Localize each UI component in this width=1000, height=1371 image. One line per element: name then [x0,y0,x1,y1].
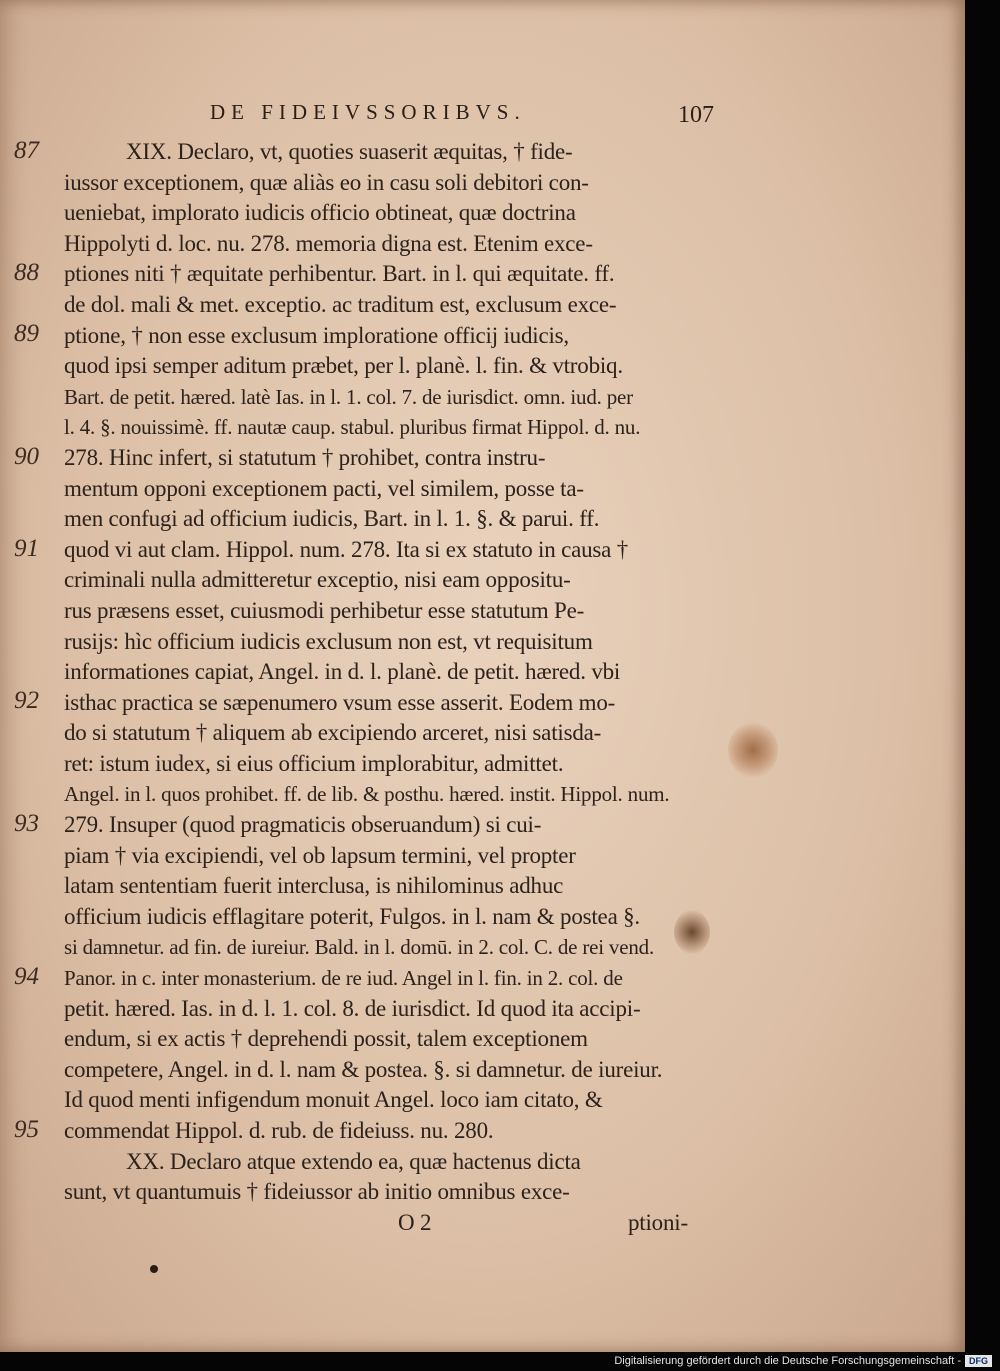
margin-number: 93 [14,810,39,837]
text-line: isthac practica se sæpenumero vsum esse asserit. Eodem mo- [64,689,616,715]
text-line: do si statutum † aliquem ab excipiendo arceret, nisi satisda- [64,720,602,746]
margin-number: 87 [14,137,39,164]
margin-number: 90 [14,443,39,470]
paper-stain [728,722,778,778]
text-line: quod ipsi semper aditum præbet, per l. planè. l. fin. & vtrobiq. [64,353,623,379]
text-line: rus præsens esset, cuiusmodi perhibetur esse statutum Pe- [64,597,585,623]
text-line: XIX. Declaro, vt, quoties suaserit æquitas, † fide- [126,139,573,164]
text-line: endum, si ex actis † deprehendi possit, talem exceptionem [64,1026,588,1052]
ink-dot [150,1265,158,1273]
text-line: Bart. de petit. hæred. latè Ias. in l. 1. col. 7. de iurisdict. omn. iud. per [64,384,633,409]
text-line: ueniebat, implorato iudicis officio obtineat, quæ doctrina [64,200,576,226]
text-line: XX. Declaro atque extendo ea, quæ hactenus dicta [126,1148,581,1174]
text-line: petit. hæred. Ias. in d. l. 1. col. 8. de iurisdict. Id quod ita accipi- [64,995,641,1021]
signature-mark: O 2 [398,1209,432,1235]
text-line: rusijs: hìc officium iudicis exclusum non est, vt requisitum [64,628,593,654]
margin-number: 88 [14,259,39,286]
margin-number: 89 [14,320,39,347]
text-line: Hippolyti d. loc. nu. 278. memoria digna est. Etenim exce- [64,230,593,256]
text-line: ret: istum iudex, si eius officium implorabitur, admittet. [64,750,564,776]
running-head: DE FIDEIVSSORIBVS. [210,100,526,124]
text-line: men confugi ad officium iudicis, Bart. in l. 1. §. & parui. ff. [64,506,600,532]
text-line: competere, Angel. in d. l. nam & postea. §. si damnetur. de iureiur. [64,1056,663,1082]
text-line: ptione, † non esse exclusum imploratione officij iudicis, [64,322,569,348]
text-line: mentum opponi exceptionem pacti, vel similem, posse ta- [64,475,584,501]
text-line: Angel. in l. quos prohibet. ff. de lib. & posthu. hæred. instit. Hippol. num. [64,782,670,807]
margin-number: 91 [14,535,39,562]
text-line: de dol. mali & met. exceptio. ac traditum est, exclusum exce- [64,291,617,317]
text-line: informationes capiat, Angel. in d. l. planè. de petit. hæred. vbi [64,659,621,685]
text-line: criminali nulla admitteretur exceptio, nisi eam oppositu- [64,567,571,593]
text-line: piam † via excipiendi, vel ob lapsum termini, vel propter [64,842,576,868]
text-line: 278. Hinc infert, si statutum † prohibet, contra instru- [64,444,546,470]
digitization-footer [614,1353,992,1369]
text-line: 279. Insuper (quod pragmaticis obseruandum) si cui- [64,812,542,838]
margin-number: 94 [14,963,39,990]
page-number: 107 [678,102,714,128]
catchline [64,1208,704,1239]
text-line: Id quod menti infigendum monuit Angel. loco iam citato, & [64,1087,603,1113]
dfg-logo-icon: DFG [965,1355,992,1367]
text-line: commendat Hippol. d. rub. de fideiuss. nu. 280. [64,1118,494,1143]
text-line: iussor exceptionem, quæ aliàs eo in casu soli debitori con- [64,169,589,195]
catchword: ptioni- [628,1209,688,1235]
body-text [64,137,704,1238]
margin-number: 92 [14,687,39,714]
margin-number: 95 [14,1116,39,1143]
text-line: si damnetur. ad fin. de iureiur. Bald. in l. domū. in 2. col. C. de rei vend. [64,935,654,960]
text-line: sunt, vt quantumuis † fideiussor ab initio omnibus exce- [64,1179,570,1205]
text-line: ptiones niti † æquitate perhibentur. Bart. in l. qui æquitate. ff. [64,261,615,287]
text-line: l. 4. §. nouissimè. ff. nautæ caup. stabul. pluribus firmat Hippol. d. nu. [64,415,641,440]
text-line: latam sententiam fuerit interclusa, is nihilominus adhuc [64,873,564,899]
footer-credit: Digitalisierung gefördert durch die Deutsche Forschungsgemeinschaft - [614,1355,961,1367]
text-line: quod vi aut clam. Hippol. num. 278. Ita si ex statuto in causa † [64,536,629,562]
text-line: Panor. in c. inter monasterium. de re iud. Angel in l. fin. in 2. col. de [64,966,623,991]
text-line: officium iudicis efflagitare poterit, Fulgos. in l. nam & postea §. [64,903,640,929]
